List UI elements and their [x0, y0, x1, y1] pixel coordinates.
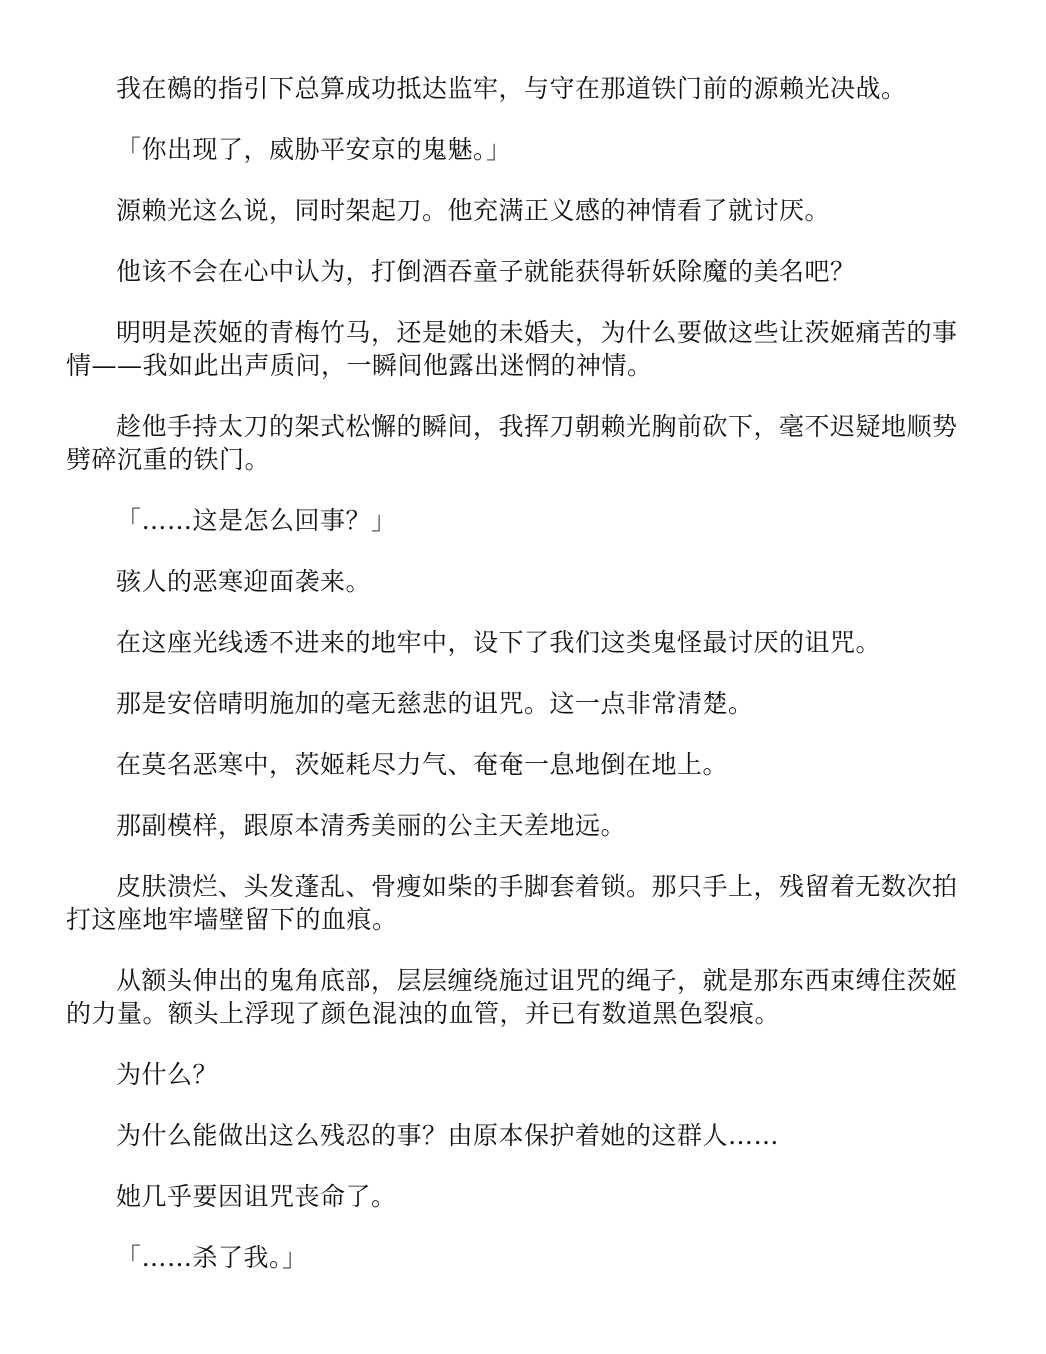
paragraph: 那副模样，跟原本清秀美丽的公主天差地远。 [116, 811, 627, 840]
paragraph: 他该不会在心中认为，打倒酒吞童子就能获得斩妖除魔的美名吧？ [116, 257, 856, 286]
paragraph: 在这座光线透不进来的地牢中，设下了我们这类鬼怪最讨厌的诅咒。 [116, 628, 882, 657]
paragraph: 那是安倍晴明施加的毫无慈悲的诅咒。这一点非常清楚。 [116, 689, 754, 718]
paragraph: 她几乎要因诅咒丧命了。 [116, 1182, 397, 1211]
paragraph: 「……这是怎么回事？」 [116, 506, 397, 535]
paragraph: 为什么能做出这么残忍的事？由原本保护着她的这群人…… [116, 1121, 780, 1150]
document-page [66, 72, 978, 1302]
paragraph: 为什么？ [116, 1060, 219, 1089]
paragraph: 我在鵺的指引下总算成功抵达监牢，与守在那道铁门前的源赖光决战。 [116, 74, 907, 103]
paragraph: 皮肤溃烂、头发蓬乱、骨瘦如柴的手脚套着锁。那只手上，残留着无数次拍打这座地牢墙壁留下的血痕。 [66, 872, 958, 934]
paragraph: 「你出现了，威胁平安京的鬼魅。」 [116, 135, 512, 164]
paragraph: 明明是茨姬的青梅竹马，还是她的未婚夫，为什么要做这些让茨姬痛苦的事情——我如此出声质问，一瞬间他露出迷惘的神情。 [66, 318, 958, 380]
paragraph: 从额头伸出的鬼角底部，层层缠绕施过诅咒的绳子，就是那东西束缚住茨姬的力量。额头上浮现了颜色混浊的血管，并已有数道黑色裂痕。 [66, 966, 958, 1028]
paragraph: 「……杀了我。」 [116, 1243, 308, 1272]
paragraph: 源赖光这么说，同时架起刀。他充满正义感的神情看了就讨厌。 [116, 196, 831, 225]
paragraph: 在莫名恶寒中，茨姬耗尽力气、奄奄一息地倒在地上。 [116, 750, 729, 779]
paragraph: 骇人的恶寒迎面袭来。 [116, 567, 372, 596]
paragraph: 趁他手持太刀的架式松懈的瞬间，我挥刀朝赖光胸前砍下，毫不迟疑地顺势劈碎沉重的铁门。 [66, 412, 958, 474]
